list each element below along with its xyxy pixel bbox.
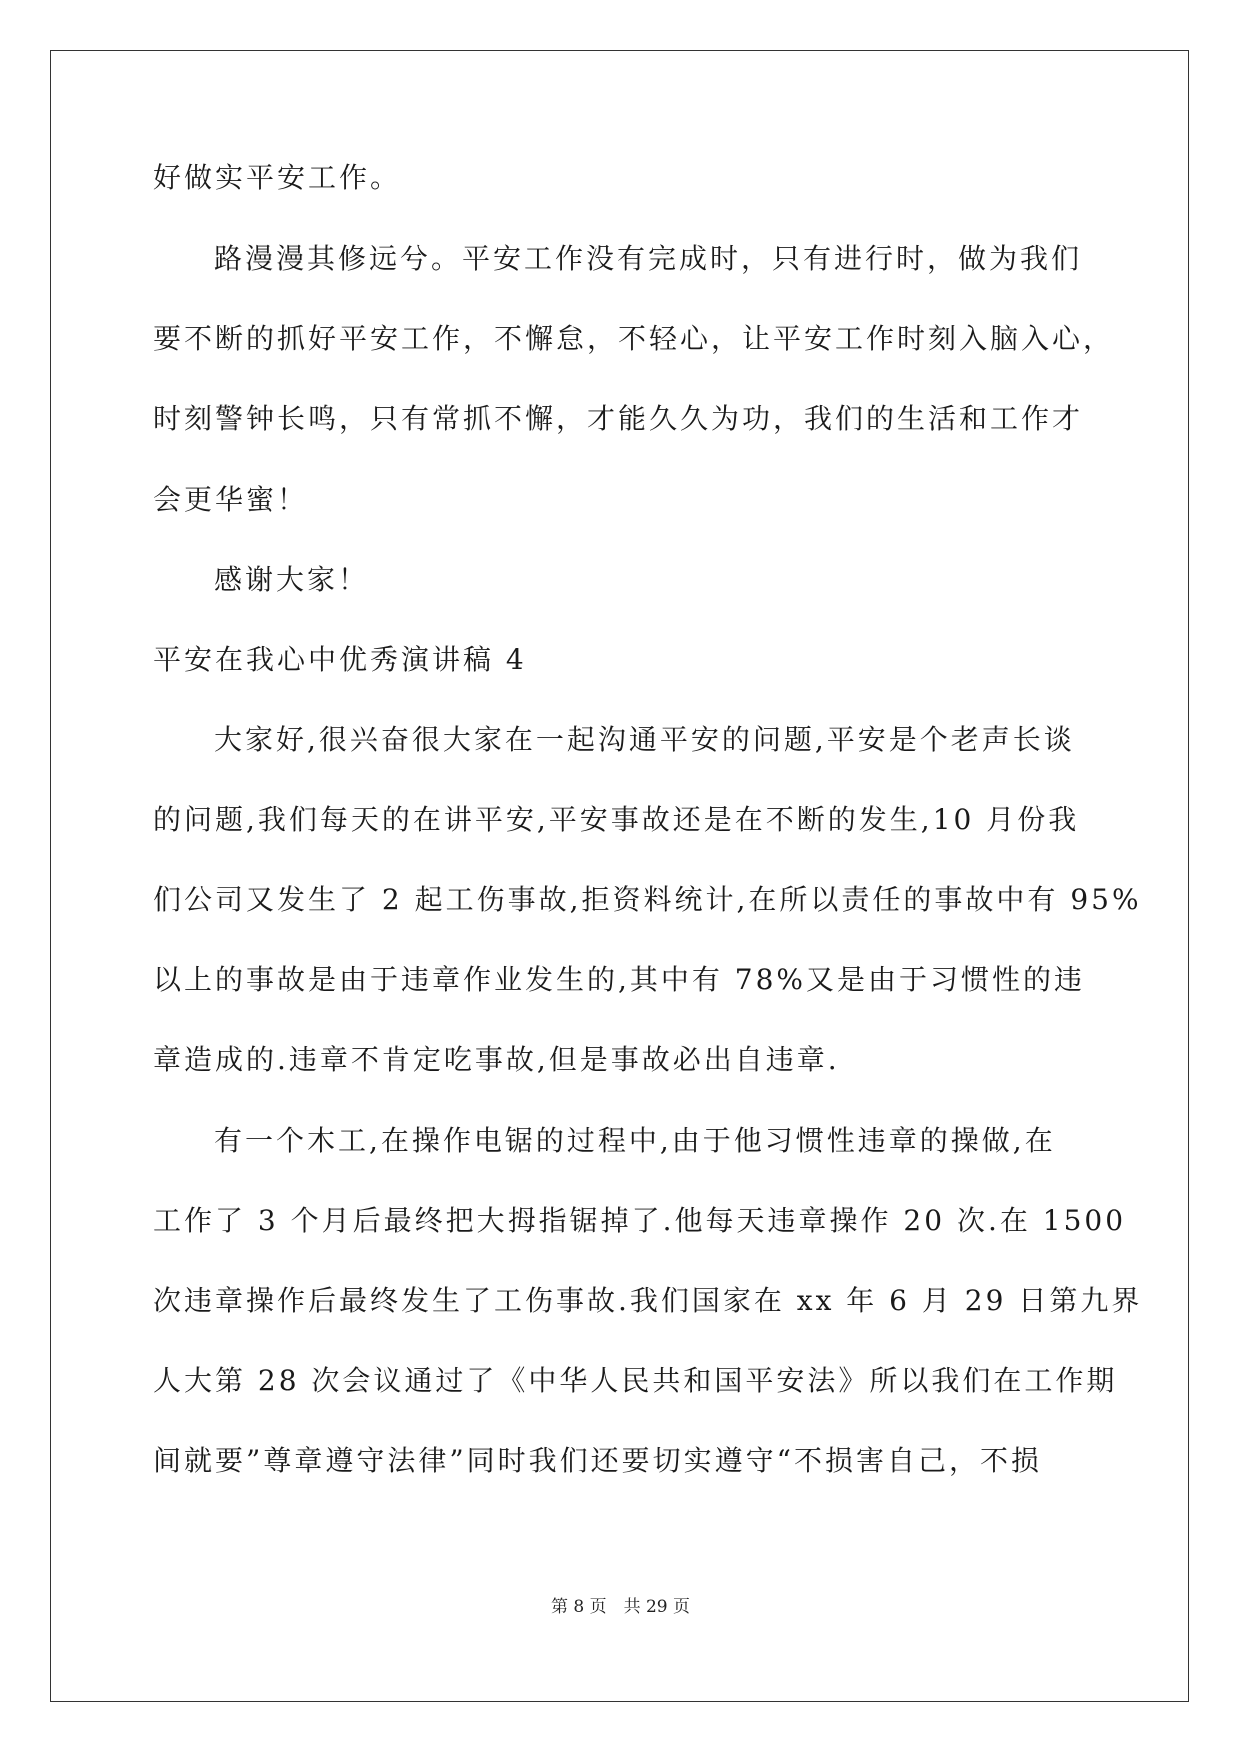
text-line: 工作了 3 个月后最终把大拇指锯掉了.他每天违章操作 20 次.在 1500	[153, 1204, 1127, 1237]
text-line: 章造成的.违章不肯定吃事故,但是事故必出自违章.	[153, 1043, 840, 1076]
text-line: 次违章操作后最终发生了工伤事故.我们国家在 xx 年 6 月 29 日第九界	[153, 1284, 1143, 1317]
section-heading: 平安在我心中优秀演讲稿 4	[153, 643, 527, 676]
paragraph-start: 路漫漫其修远兮。平安工作没有完成时，只有进行时，做为我们	[214, 242, 1083, 275]
text-line: 的问题,我们每天的在讲平安,平安事故还是在不断的发生,10 月份我	[153, 803, 1080, 836]
page-footer: 第 8 页 共 29 页	[550, 1597, 691, 1617]
text-line: 时刻警钟长鸣，只有常抓不懈，才能久久为功，我们的生活和工作才	[153, 402, 1084, 435]
text-line: 要不断的抓好平安工作，不懈怠，不轻心，让平安工作时刻入脑入心，	[153, 322, 1115, 355]
text-line: 会更华蜜！	[153, 483, 309, 516]
text-line: 以上的事故是由于违章作业发生的,其中有 78%又是由于习惯性的违	[153, 963, 1086, 996]
text-line: 好做实平安工作。	[153, 161, 402, 194]
paragraph-start: 有一个木工,在操作电锯的过程中,由于他习惯性违章的操做,在	[214, 1124, 1056, 1157]
paragraph-start: 大家好,很兴奋很大家在一起沟通平安的问题,平安是个老声长谈	[214, 723, 1075, 756]
text-line: 们公司又发生了 2 起工伤事故,拒资料统计,在所以责任的事故中有 95%	[153, 883, 1142, 916]
text-line: 间就要”尊章遵守法律”同时我们还要切实遵守“不损害自己，不损	[153, 1444, 1042, 1477]
paragraph-start: 感谢大家！	[214, 563, 370, 596]
text-line: 人大第 28 次会议通过了《中华人民共和国平安法》所以我们在工作期	[153, 1364, 1118, 1397]
